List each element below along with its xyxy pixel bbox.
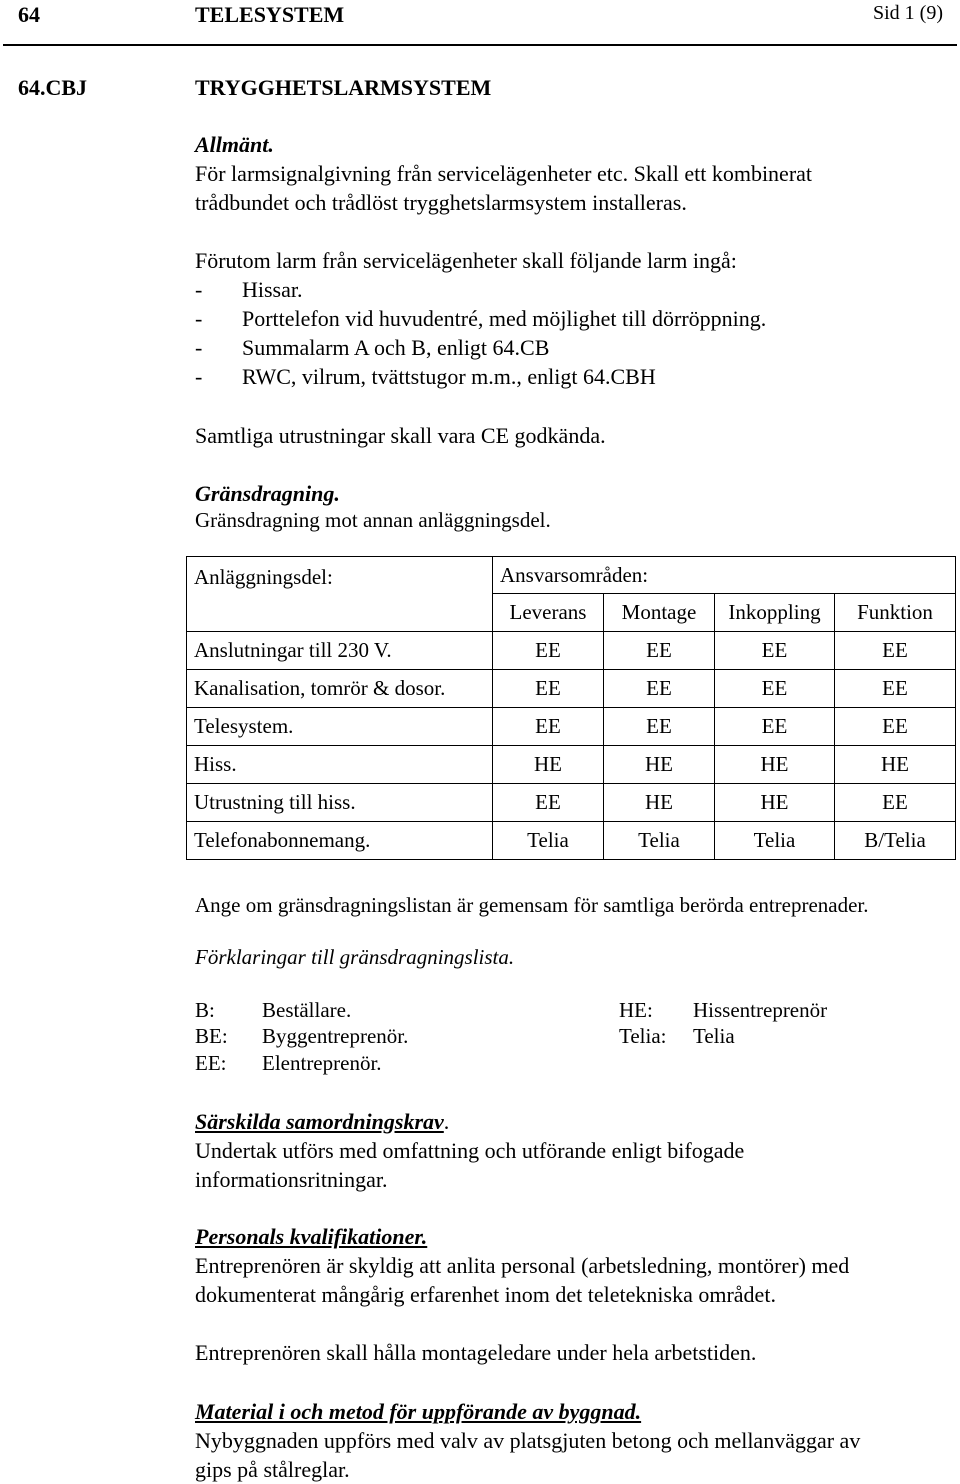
table-row — [187, 708, 956, 746]
cell-value: Telia — [604, 822, 715, 860]
boundary-subtitle: Gränsdragning mot annan anläggningsdel. — [195, 508, 551, 532]
cell-value: EE — [604, 632, 715, 670]
cell-value: B/Telia — [835, 822, 956, 860]
cell-value: EE — [835, 784, 956, 822]
cell-value: EE — [835, 670, 956, 708]
row-part: Telefonabonnemang. — [187, 822, 493, 860]
staff-line2: dokumenterat mångårig erfarenhet inom det teletekniska området. — [195, 1282, 776, 1307]
list-bullet: - — [195, 364, 203, 389]
subheader-installation: Montage — [604, 594, 715, 632]
coordination-heading-suffix: . — [443, 1109, 450, 1134]
staff-heading: Personals kvalifikationer. — [195, 1224, 428, 1249]
legend-meaning: Byggentreprenör. — [262, 1024, 409, 1048]
legend-meaning: Elentreprenör. — [262, 1051, 382, 1075]
material-heading: Material i och metod för uppförande av byggnad. — [195, 1399, 642, 1424]
explanations-heading: Förklaringar till gränsdragningslista. — [195, 945, 515, 969]
boundary-table — [186, 556, 956, 860]
chapter-code: 64.CBJ — [18, 75, 88, 100]
ce-note: Samtliga utrustningar skall vara CE godkända. — [195, 423, 606, 448]
coordination-heading: Särskilda samordningskrav — [195, 1109, 444, 1134]
list-item-text: RWC, vilrum, tvättstugor m.m., enligt 64.CBH — [242, 364, 656, 389]
cell-value: EE — [493, 670, 604, 708]
row-part: Utrustning till hiss. — [187, 784, 493, 822]
table-row — [187, 784, 956, 822]
column-header-part: Anläggningsdel: — [187, 557, 493, 632]
legend-abbr: HE: — [619, 998, 653, 1022]
alarm-intro: Förutom larm från servicelägenheter skall följande larm ingå: — [195, 248, 737, 273]
cell-value: EE — [715, 670, 835, 708]
row-part: Anslutningar till 230 V. — [187, 632, 493, 670]
common-list-note: Ange om gränsdragningslistan är gemensam för samtliga berörda entreprenader. — [195, 893, 869, 917]
cell-value: EE — [493, 784, 604, 822]
cell-value: EE — [604, 708, 715, 746]
list-item-text: Porttelefon vid huvudentré, med möjlighet till dörröppning. — [242, 306, 767, 331]
table-row — [187, 670, 956, 708]
cell-value: HE — [493, 746, 604, 784]
coordination-line1: Undertak utförs med omfattning och utförande enligt bifogade — [195, 1138, 745, 1163]
legend-meaning: Hissentreprenör — [693, 998, 828, 1022]
row-part: Kanalisation, tomrör & dosor. — [187, 670, 493, 708]
subheader-function: Funktion — [835, 594, 956, 632]
boundary-heading: Gränsdragning. — [195, 481, 340, 506]
legend-abbr: BE: — [195, 1024, 228, 1048]
page-number: Sid 1 (9) — [873, 2, 943, 24]
cell-value: HE — [715, 784, 835, 822]
section-title: TELESYSTEM — [195, 2, 345, 27]
material-line2: gips på stålreglar. — [195, 1457, 350, 1482]
list-item-text: Hissar. — [242, 277, 303, 302]
table-row — [187, 822, 956, 860]
row-part: Hiss. — [187, 746, 493, 784]
legend-meaning: Telia — [693, 1024, 735, 1048]
material-line1: Nybyggnaden uppförs med valv av platsgjuten betong och mellanväggar av — [195, 1428, 861, 1453]
cell-value: HE — [604, 784, 715, 822]
legend-abbr: B: — [195, 998, 215, 1022]
table-row — [187, 632, 956, 670]
section-number: 64 — [18, 2, 40, 27]
list-item-text: Summalarm A och B, enligt 64.CB — [242, 335, 550, 360]
cell-value: EE — [715, 632, 835, 670]
staff-line1: Entreprenören är skyldig att anlita personal (arbetsledning, montörer) med — [195, 1253, 850, 1278]
cell-value: HE — [835, 746, 956, 784]
cell-value: EE — [604, 670, 715, 708]
coordination-line2: informationsritningar. — [195, 1167, 388, 1192]
cell-value: Telia — [493, 822, 604, 860]
legend-abbr: EE: — [195, 1051, 227, 1075]
cell-value: EE — [493, 708, 604, 746]
general-heading: Allmänt. — [195, 132, 274, 157]
cell-value: HE — [715, 746, 835, 784]
table-header-row — [187, 557, 956, 594]
legend-meaning: Beställare. — [262, 998, 352, 1022]
cell-value: EE — [715, 708, 835, 746]
subheader-connection: Inkoppling — [715, 594, 835, 632]
cell-value: EE — [835, 632, 956, 670]
cell-value: Telia — [715, 822, 835, 860]
subheader-delivery: Leverans — [493, 594, 604, 632]
table-row — [187, 746, 956, 784]
general-paragraph-line2: trådbundet och trådlöst trygghetslarmsystem installeras. — [195, 190, 687, 215]
legend-abbr: Telia: — [619, 1024, 667, 1048]
list-bullet: - — [195, 277, 203, 302]
column-header-responsibility: Ansvarsområden: — [493, 557, 956, 594]
cell-value: HE — [604, 746, 715, 784]
row-part: Telesystem. — [187, 708, 493, 746]
cell-value: EE — [835, 708, 956, 746]
general-paragraph-line1: För larmsignalgivning från servicelägenheter etc. Skall ett kombinerat — [195, 161, 813, 186]
staff-line3: Entreprenören skall hålla montageledare under hela arbetstiden. — [195, 1340, 757, 1365]
list-bullet: - — [195, 306, 203, 331]
header-divider — [3, 44, 957, 46]
list-bullet: - — [195, 335, 203, 360]
coordination-heading-line — [195, 1107, 449, 1136]
chapter-title: TRYGGHETSLARMSYSTEM — [195, 75, 492, 100]
cell-value: EE — [493, 632, 604, 670]
